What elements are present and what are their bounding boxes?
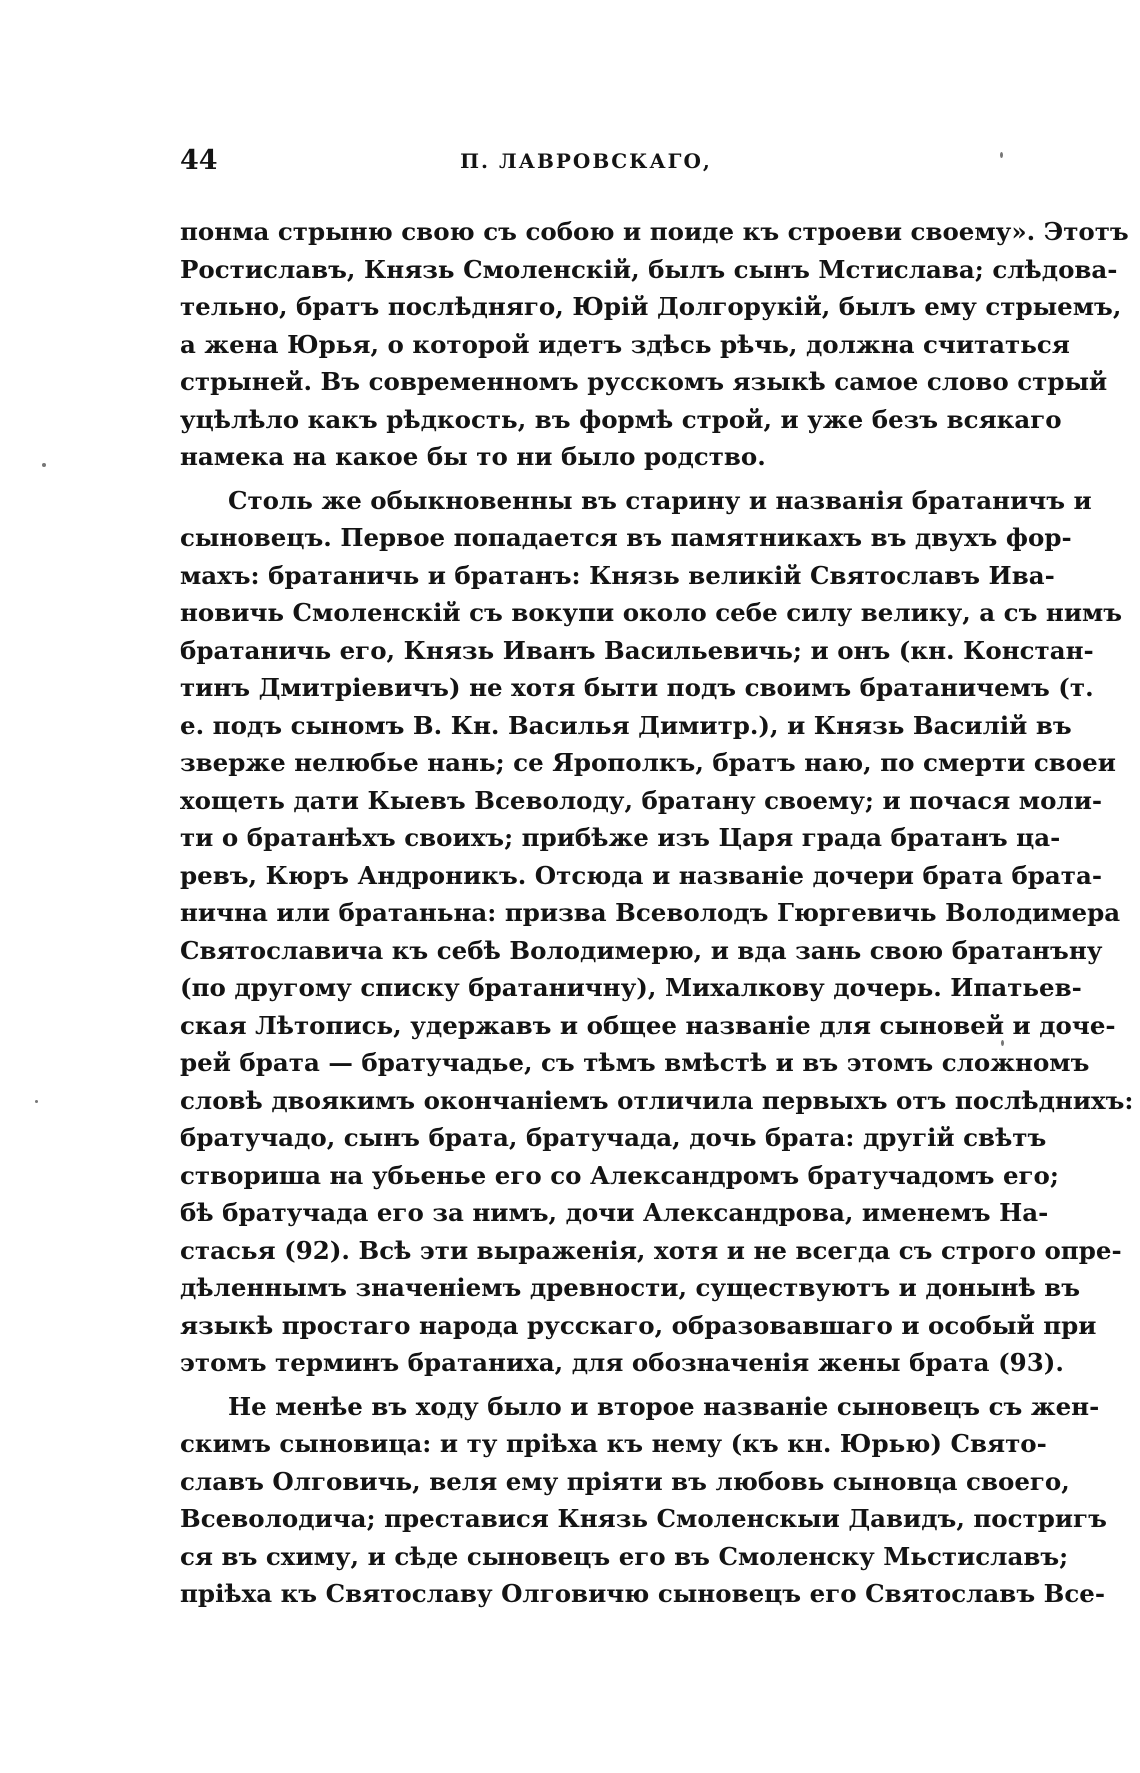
text-line: бѣ братучада его за нимъ, дочи Александрова, именемъ На- [180, 1198, 1049, 1227]
text-line: (по другому списку братаничну), Михалкову дочерь. Ипатьев- [180, 973, 1082, 1002]
text-line: пріѣха къ Святославу Олговичю сыновецъ его Святославъ Все- [180, 1579, 1106, 1608]
text-line: славъ Олговичь, веля ему пріяти въ любовь сыновца своего, [180, 1466, 1070, 1496]
text-line: скимъ сыновица: и ту пріѣха къ нему (къ кн. Юрью) Свято- [180, 1429, 1047, 1458]
text-line: Не менѣе въ ходу было и второе названіе сыновецъ съ жен- [228, 1391, 1100, 1421]
text-line: ская Лѣтопись, удержавъ и общее названіе для сыновей и доче- [180, 1010, 1116, 1040]
page-number: 44 [180, 145, 218, 176]
text-line: створиша на убьенье его со Александромъ братучадомъ его; [180, 1160, 1059, 1190]
text-line: ти о братанѣхъ своихъ; прибѣже изъ Царя града братанъ ца- [180, 823, 1061, 852]
text-line: хощеть дати Кыевъ Всеволоду, братану своему; и почася моли- [180, 785, 1103, 815]
paragraph [180, 1388, 1107, 1613]
text-line: понма стрыню свою съ собою и поиде къ строеви своему». Этотъ [180, 217, 1129, 246]
text-line: ся въ схиму, и сѣде сыновецъ его въ Смоленску Мьстиславъ; [180, 1541, 1069, 1571]
text-line: этомъ терминъ братаниха, для обозначенія жены брата (93). [180, 1348, 1064, 1377]
text-line: братучадо, сынъ брата, братучада, дочь брата: другій свѣтъ [180, 1123, 1047, 1152]
running-head [180, 145, 992, 185]
text-line: языкѣ простаго народа русскаго, образовавшаго и особый при [180, 1310, 1097, 1340]
text-line: рей брата — братучадье, съ тѣмъ вмѣстѣ и въ этомъ сложномъ [180, 1048, 1090, 1077]
text-line: стрыней. Въ современномъ русскомъ языкѣ самое слово стрый [180, 367, 1108, 396]
paragraph [180, 482, 1134, 1382]
text-line: намека на какое бы то ни было родство. [180, 442, 766, 471]
text-line: тинъ Дмитріевичъ) не хотя быти подъ своимъ братаничемъ (т. [180, 673, 1094, 702]
text-line: махъ: братаничь и братанъ: Князь великій Святославъ Ива- [180, 560, 1055, 590]
text-line: уцѣлѣло какъ рѣдкость, въ формѣ строй, и уже безъ всякаго [180, 404, 1062, 434]
text-line: Всеволодича; преставися Князь Смоленскыи Давидъ, постригъ [180, 1504, 1107, 1533]
text-line: е. подъ сыномъ В. Кн. Василья Димитр.), и Князь Василій въ [180, 710, 1072, 740]
running-title: П. ЛАВРОВСКАГО, [460, 149, 712, 173]
text-line: дѣленнымъ значеніемъ древности, существуютъ и донынѣ въ [180, 1273, 1081, 1302]
text-line: зверже нелюбье нань; се Ярополкъ, братъ наю, по смерти своеи [180, 748, 1116, 777]
text-line: словѣ двоякимъ окончаніемъ отличила первыхъ отъ послѣднихъ: [180, 1085, 1134, 1115]
text-line: Ростиславъ, Князь Смоленскій, былъ сынъ Мстислава; слѣдова- [180, 254, 1118, 284]
text-line: ревъ, Кюръ Андроникъ. Отсюда и названіе дочери брата брата- [180, 860, 1103, 890]
text-line: а жена Юрья, о которой идетъ здѣсь рѣчь, должна считаться [180, 329, 1070, 359]
text-line: нична или братаньна: призва Всеволодъ Гюргевичь Володимера [180, 898, 1121, 927]
text-line: стасья (92). Всѣ эти выраженія, хотя и не всегда съ строго опре- [180, 1235, 1122, 1265]
paragraph [180, 213, 1129, 476]
body-text [180, 213, 1134, 1613]
text-line: Столь же обыкновенны въ старину и названія братаничъ и [228, 485, 1092, 515]
text-line: новичь Смоленскій съ вокупи около себе силу велику, а съ нимъ [180, 598, 1123, 627]
text-line: тельно, братъ послѣдняго, Юрій Долгорукій, былъ ему стрыемъ, [180, 292, 1122, 321]
text-line: братаничь его, Князь Иванъ Васильевичь; и онъ (кн. Констан- [180, 635, 1094, 665]
book-page [180, 145, 1134, 1613]
text-line: сыновецъ. Первое попадается въ памятникахъ въ двухъ фор- [180, 523, 1072, 552]
text-line: Святославича къ себѣ Володимерю, и вда зань свою братанъну [180, 935, 1103, 965]
